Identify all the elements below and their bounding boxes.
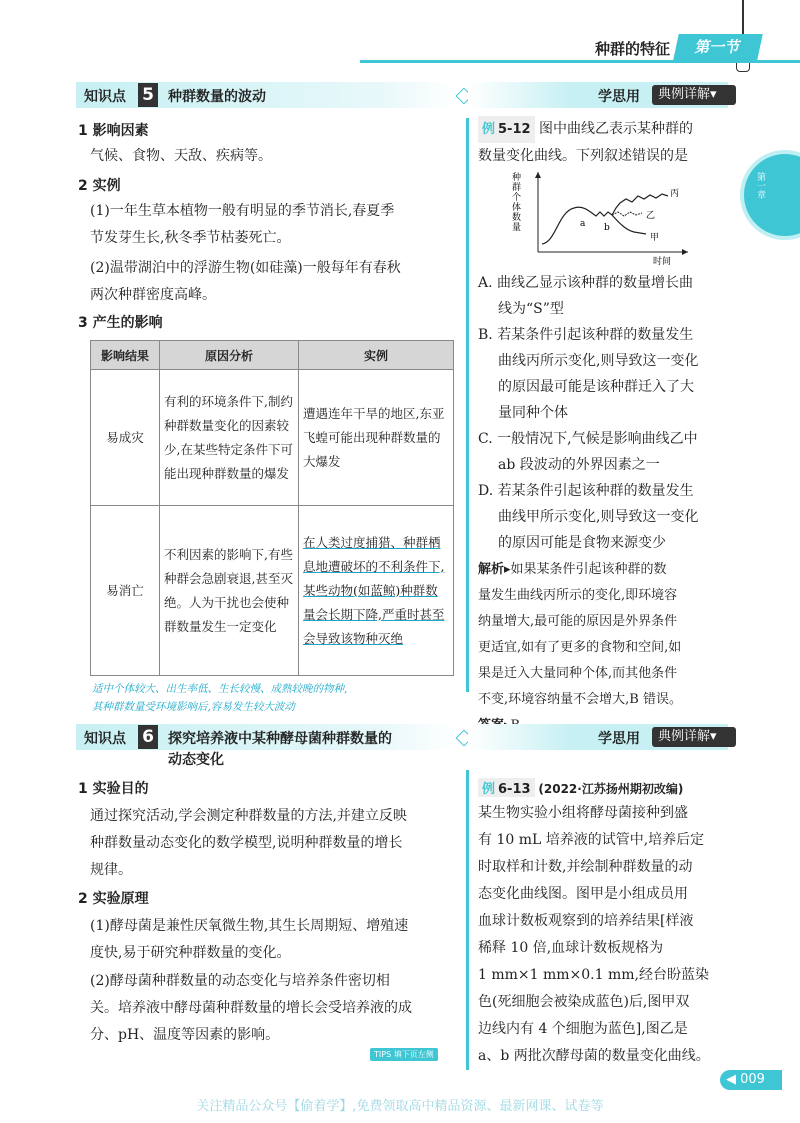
example-number-badge — [478, 778, 535, 797]
explanation-text: 如果某条件引起该种群的数 — [510, 562, 667, 577]
example-6-line-1: 某生物实验小组将酵母菌接种到盛 — [478, 805, 688, 821]
kd-title-line-1: 探究培养液中某种酵母菌种群数量的 — [168, 731, 392, 747]
example-6-line-2: 有 10 mL 培养液的试管中,培养后定 — [478, 832, 705, 848]
header-rule — [360, 60, 800, 63]
section-title: 种群的特征 — [594, 40, 670, 58]
example-2-line-2: 两次种群密度高峰。 — [90, 287, 216, 303]
example-number-badge — [478, 116, 535, 143]
curve-yi-label: 乙 — [646, 211, 656, 221]
knowledge-point-5-bar — [76, 82, 456, 108]
question-text: 图中曲线乙表示某种群的 — [539, 121, 694, 137]
example-6-line-6: 稀释 10 倍,血球计数板规格为 — [478, 940, 664, 956]
factors-text: 气候、食物、天敌、疾病等。 — [90, 148, 272, 164]
explanation-line-1 — [478, 556, 667, 583]
handwritten-note-line-1: 适中个体较大、出生率低、生长较慢、成熟较晚的物种, — [92, 683, 348, 695]
curve-bing-label: 丙 — [670, 189, 680, 199]
example-6-line-10: a、b 两批次酵母菌的数量变化曲线。 — [478, 1048, 710, 1064]
xuesi-bar — [468, 82, 728, 108]
purpose-line-2: 种群数量动态变化的数学模型,说明种群数量的增长 — [90, 835, 403, 851]
example-source: (2022·江苏扬州期初改编) — [538, 782, 684, 796]
table-header: 原因分析 — [160, 341, 299, 370]
side-chapter-tab — [740, 150, 800, 240]
explanation-line-6: 不变,环境容纳量不会增大,B 错误。 — [478, 692, 682, 707]
option-d-line-2: 曲线甲所示变化,则导致这一变化 — [498, 509, 699, 525]
table-cell: 易消亡 — [91, 506, 160, 676]
footer-watermark: 关注精品公众号【偷着学】,免费领取高中精品资源、最新网课、试卷等 — [196, 1099, 604, 1114]
explanation-line-3: 纳量增大,最可能的原因是外界条件 — [478, 614, 678, 629]
point-a-label: a — [580, 219, 586, 229]
option-d-line-1: D. 若某条件引起该种群的数量发生 — [478, 483, 694, 499]
handwritten-note-line-2: 其种群数量受环境影响后,容易发生较大波动 — [92, 701, 295, 713]
example-number: 6-13 — [498, 782, 531, 797]
tips-badge: TIPS 填下页左侧 — [370, 1048, 438, 1061]
option-a-line-1: A. 曲线乙显示该种群的数量增长曲 — [478, 275, 694, 291]
arrow-icon: ▸ — [504, 562, 511, 577]
principle-1-line-1: (1)酵母菌是兼性厌氧微生物,其生长周期短、增殖速 — [90, 918, 409, 934]
effects-table — [90, 340, 454, 676]
x-arrow — [682, 249, 688, 255]
kd-number: 6 — [138, 725, 158, 749]
explanation-line-4: 更适宜,如有了更多的食物和空间,如 — [478, 640, 682, 655]
xuesi-bar — [468, 724, 728, 750]
principle-2-line-1: (2)酵母菌种群数量的动态变化与培养条件密切相 — [90, 973, 390, 989]
table-cell: 易成灾 — [91, 370, 160, 506]
curve-jia — [612, 215, 646, 234]
page-number: ◀ 009 — [720, 1070, 782, 1090]
point-b-label: b — [604, 223, 610, 233]
example-6-header — [478, 778, 683, 797]
principle-2-line-2: 关。培养液中酵母菌种群数量的增长会受培养液的成 — [90, 1000, 412, 1016]
example-6-line-3: 时取样和计数,并绘制种群数量的动 — [478, 859, 693, 875]
explanation-line-2: 量发生曲线丙所示的变化,即环境容 — [478, 588, 678, 603]
knowledge-point-6-bar — [76, 724, 456, 750]
example-1-line-1: (1)一年生草本植物一般有明显的季节消长,春夏季 — [90, 203, 395, 219]
option-a-line-2: 线为“S”型 — [498, 301, 564, 317]
table-row — [91, 370, 454, 506]
example-detail-button[interactable]: 典例详解▾ — [652, 727, 736, 747]
purpose-line-3: 规律。 — [90, 862, 132, 878]
example-5-question-line-2: 数量变化曲线。下列叙述错误的是 — [478, 148, 688, 164]
kd-label: 知识点 — [84, 731, 126, 747]
heading-purpose: 1 实验目的 — [78, 781, 149, 797]
chapter-section-tab: 第一节 — [673, 34, 763, 60]
kd-title: 种群数量的波动 — [168, 89, 266, 105]
table-row — [91, 506, 454, 676]
example-6-line-9: 边线内有 4 个细胞为蓝色],图乙是 — [478, 1021, 688, 1037]
population-curve-graph — [508, 168, 698, 268]
example-number: 5-12 — [498, 122, 531, 137]
curve-yi — [542, 207, 612, 244]
column-rule — [466, 770, 469, 1070]
option-b-line-1: B. 若某条件引起该种群的数量发生 — [478, 327, 694, 343]
example-badge: 例 — [482, 122, 496, 137]
table-cell: 不利因素的影响下,有些种群会急剧衰退,甚至灭绝。人为干扰也会使种群数量发生一定变化 — [160, 506, 299, 676]
example-2-line-1: (2)温带湖泊中的浮游生物(如硅藻)一般每年有春秋 — [90, 260, 401, 276]
xuesi-label: 学思用 — [598, 89, 640, 105]
curve-bing — [612, 194, 668, 215]
table-header: 实例 — [299, 341, 454, 370]
table-cell: 有利的环境条件下,制约种群数量变化的因素较少,在某些特定条件下可能出现种群数量的爆发 — [160, 370, 299, 506]
xuesi-label: 学思用 — [598, 731, 640, 747]
option-c-line-2: ab 段波动的外界因素之一 — [498, 457, 660, 473]
principle-2-line-3: 分、pH、温度等因素的影响。 — [90, 1027, 280, 1043]
example-6-line-5: 血球计数板观察到的培养结果[样液 — [478, 913, 694, 929]
explanation-label: 解析 — [478, 562, 505, 577]
x-label: 时间 — [653, 257, 672, 267]
heading-effects: 3 产生的影响 — [78, 315, 163, 331]
option-d-line-3: 的原因可能是食物来源变少 — [498, 535, 666, 551]
option-c-line-1: C. 一般情况下,气候是影响曲线乙中 — [478, 431, 698, 447]
example-6-line-7: 1 mm×1 mm×0.1 mm,经台盼蓝染 — [478, 967, 709, 983]
curve-jia-label: 甲 — [650, 233, 660, 243]
y-arrow — [535, 172, 541, 178]
heading-examples: 2 实例 — [78, 178, 121, 194]
principle-1-line-2: 度快,易于研究种群数量的变化。 — [90, 945, 291, 961]
heading-principle: 2 实验原理 — [78, 891, 149, 907]
table-header: 影响结果 — [91, 341, 160, 370]
kd-label: 知识点 — [84, 89, 126, 105]
example-5-question-line-1 — [478, 116, 693, 143]
table-cell-underlined: 在人类过度捕猎、种群栖息地遭破坏的不利条件下,某些动物(如蓝鲸)种群数量会长期下降,严重时甚至会导致该物种灭绝 — [299, 506, 454, 676]
explanation-line-5: 果是迁入大量同种个体,而其他条件 — [478, 666, 678, 681]
curve-yi-continued — [612, 212, 642, 216]
column-rule — [466, 118, 469, 692]
heading-factors: 1 影响因素 — [78, 123, 149, 139]
example-detail-button[interactable]: 典例详解▾ — [652, 85, 736, 105]
side-tab-label: 第一章 — [755, 172, 765, 199]
kd-title-line-2: 动态变化 — [168, 752, 224, 768]
example-6-line-8: 色(死细胞会被染成蓝色)后,图甲双 — [478, 994, 690, 1010]
kd-number: 5 — [138, 83, 158, 107]
option-b-line-4: 量同种个体 — [498, 405, 568, 421]
table-cell: 遭遇连年干旱的地区,东亚飞蝗可能出现种群数量的大爆发 — [299, 370, 454, 506]
example-6-line-4: 态变化曲线图。图甲是小组成员用 — [478, 886, 688, 902]
purpose-line-1: 通过探究活动,学会测定种群数量的方法,并建立反映 — [90, 808, 407, 824]
example-1-line-2: 节发芽生长,秋冬季节枯萎死亡。 — [90, 230, 291, 246]
y-label: 种群个体数量 — [512, 173, 522, 233]
option-b-line-3: 的原因最可能是该种群迁入了大 — [498, 379, 694, 395]
example-badge: 例 — [482, 782, 496, 797]
option-b-line-2: 曲线丙所示变化,则导致这一变化 — [498, 353, 699, 369]
